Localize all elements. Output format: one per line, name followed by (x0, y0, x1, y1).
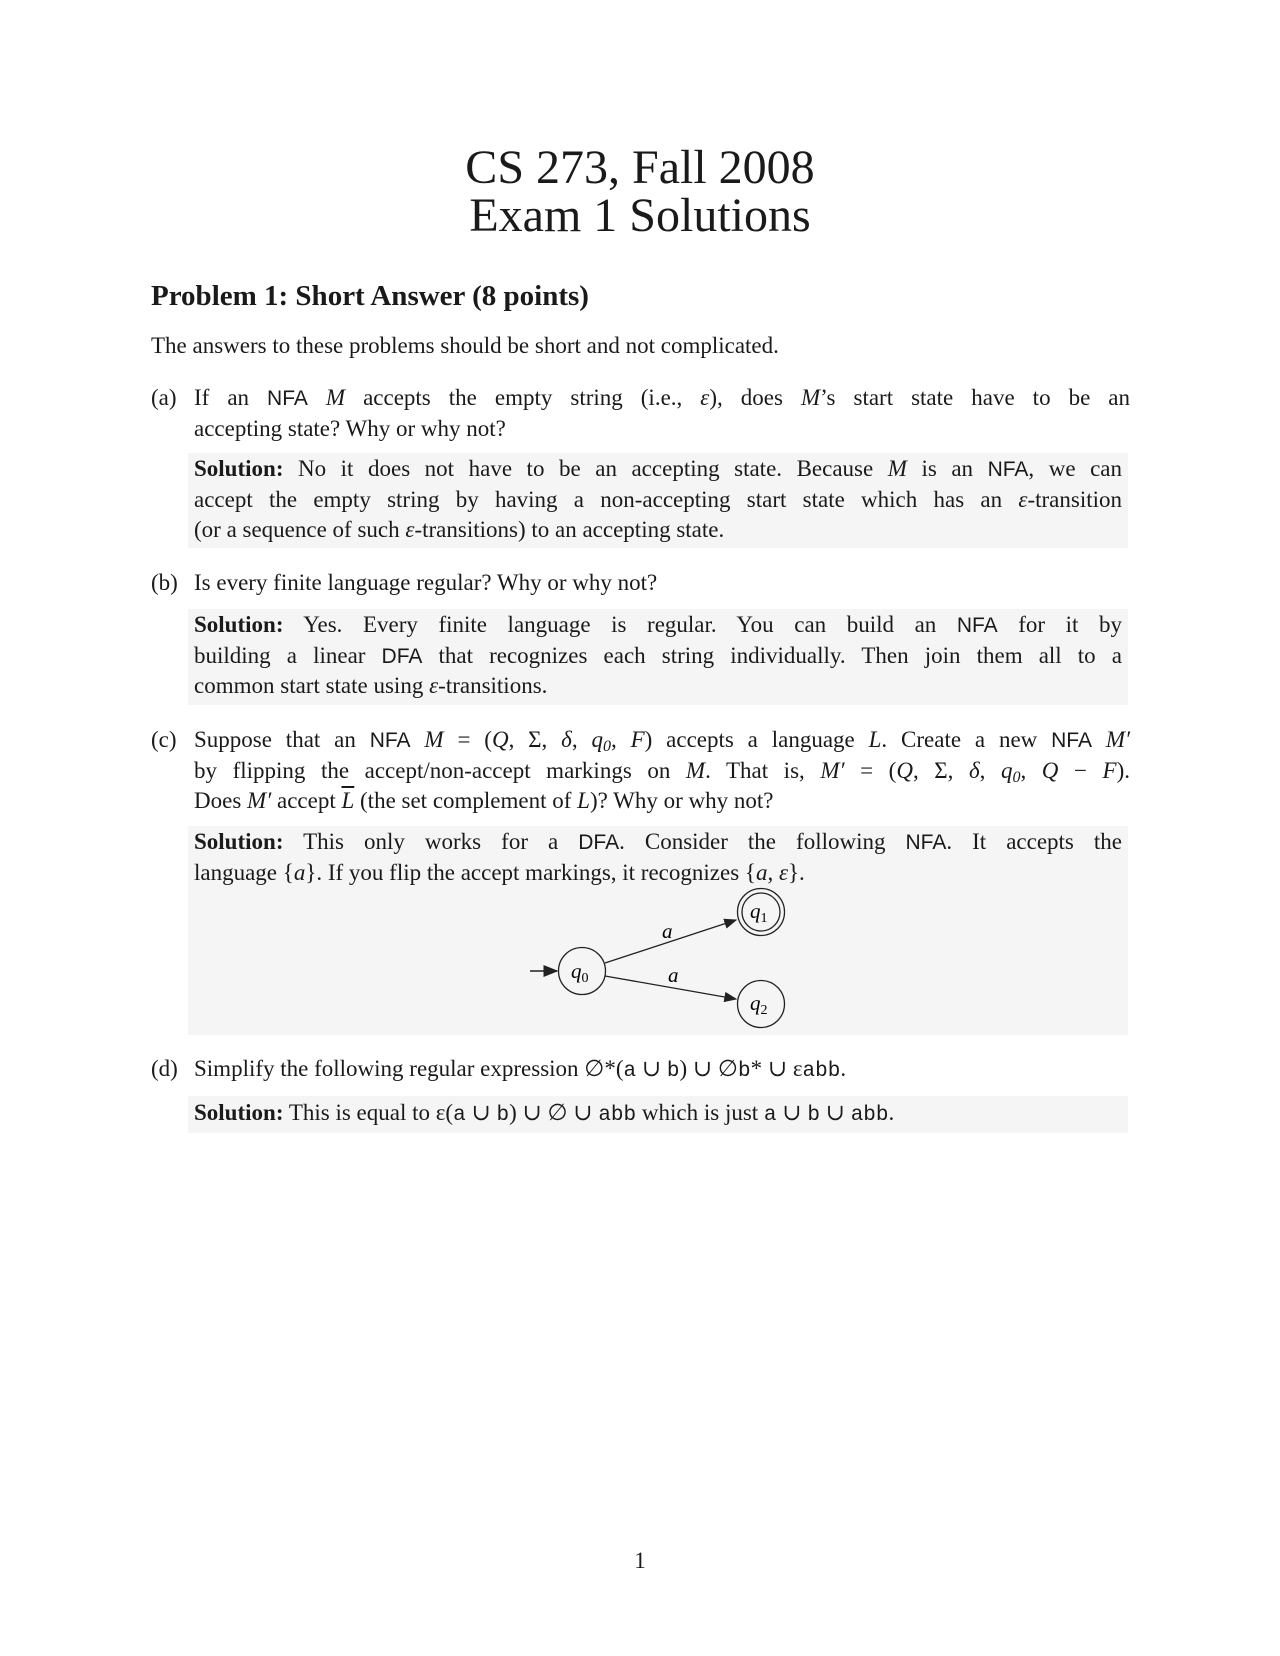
text-segment: }. (788, 859, 805, 885)
text-segment: This only works for a (283, 829, 579, 854)
text-segment: abb (802, 1060, 841, 1083)
text-segment: , (610, 727, 631, 752)
text-segment: Solution: (194, 829, 284, 854)
text-segment: ε (700, 385, 710, 410)
text-segment: a (453, 1104, 466, 1127)
text-segment: = ( (443, 727, 492, 752)
label-a: (a) (151, 385, 177, 410)
title-line-1: CS 273, Fall 2008 (465, 141, 815, 194)
text-segment: accept the empty string by having a non-accepting start state which has an (194, 486, 1019, 512)
text-segment: q (1000, 757, 1013, 783)
text-segment: Solution: (194, 1100, 284, 1125)
text-segment: M′ (247, 788, 272, 813)
text-segment: L (868, 727, 882, 752)
text-segment: Does (194, 788, 248, 813)
text-segment: q (591, 727, 603, 752)
text-segment: ε (1018, 486, 1028, 512)
text-segment: , (1020, 757, 1042, 783)
label-d: (d) (151, 1056, 178, 1081)
text-segment: . Consider the following (619, 829, 906, 854)
text-segment: Q (896, 757, 913, 783)
text-segment: Solution: (194, 612, 284, 637)
text-segment: . That is, (705, 757, 821, 783)
state-q0-label: q0 (571, 959, 589, 986)
text-segment: b (666, 1060, 680, 1083)
text-segment: DFA (578, 831, 620, 854)
text-segment: If an (194, 385, 268, 410)
text-segment: ∪ (776, 1100, 808, 1125)
text-segment: b (496, 1104, 510, 1127)
text-segment: − (1058, 757, 1103, 783)
text-segment: δ (968, 757, 980, 783)
text-segment: * ∪ ε (750, 1056, 803, 1081)
text-segment: M (325, 385, 346, 410)
text-segment: accepting state? Why or why not? (194, 415, 506, 441)
page-number: 1 (634, 1548, 646, 1573)
text-segment: Q (491, 727, 509, 752)
text-segment: b (737, 1060, 751, 1083)
text-segment: , (979, 757, 1001, 783)
text-segment: for it by (997, 612, 1122, 637)
text-segment: -transition (1027, 486, 1122, 512)
text-segment: , (571, 727, 592, 752)
text-segment: NFA (987, 458, 1029, 481)
text-segment: ), does (709, 385, 801, 410)
text-segment: a (623, 1060, 637, 1083)
text-segment: M (887, 456, 907, 481)
text-segment: a (293, 859, 306, 885)
text-segment: NFA (1051, 729, 1092, 752)
text-segment: = ( (844, 757, 897, 783)
text-segment: -transitions) to an accepting state. (414, 517, 725, 542)
text-segment: . It accepts the (946, 829, 1122, 854)
text-segment: NFA (905, 831, 947, 854)
text-segment: ) ∪ ∅ ∪ (509, 1100, 599, 1125)
text-segment: (the set complement of (354, 788, 578, 813)
text-segment: 0 (1012, 768, 1021, 786)
text-segment: NFA (369, 729, 411, 752)
text-segment: ∪ (636, 1056, 667, 1081)
problem-heading: Problem 1: Short Answer (8 points) (151, 280, 589, 312)
text-segment: L (577, 788, 590, 813)
text-segment: . Create a new (881, 727, 1052, 752)
text-segment: Suppose that an (194, 727, 370, 752)
text-segment: a (755, 859, 768, 885)
text-segment: -transitions. (438, 673, 548, 698)
text-segment: ) ∪ ∅ (679, 1056, 738, 1081)
text-segment: ). (1116, 757, 1130, 783)
text-segment: , (767, 859, 779, 885)
title-line-2: Exam 1 Solutions (469, 189, 811, 242)
text-segment: }. If you flip the accept markings, it recognizes { (305, 859, 756, 885)
text-segment: , Σ, (912, 757, 969, 783)
text-segment: ) accepts a language (644, 727, 869, 752)
text-segment: by flipping the accept/non-accept markings on (194, 757, 686, 783)
text-segment: . (840, 1056, 847, 1081)
text-segment: DFA (381, 644, 423, 668)
text-segment: (or a sequence of such (194, 517, 406, 542)
text-segment: This is equal to ε( (283, 1100, 454, 1125)
text-segment: M (424, 727, 444, 752)
text-segment: abb (598, 1104, 637, 1127)
text-segment: $\overline{L}$ (341, 788, 355, 813)
text-segment: δ (561, 727, 572, 752)
text-segment: ∪ (465, 1100, 497, 1125)
text-segment: ε (778, 859, 789, 885)
text-segment: b (807, 1104, 820, 1127)
text-segment: NFA (956, 614, 998, 637)
state-q2-label: q2 (750, 991, 768, 1018)
state-q1-label: q1 (750, 899, 768, 926)
text-segment: . (888, 1100, 895, 1125)
text-segment: The answers to these problems should be short and not complicated. (151, 333, 779, 358)
label-c: (c) (151, 727, 177, 752)
text-segment: )? Why or why not? (589, 788, 774, 813)
text-segment: Q (1041, 757, 1059, 783)
text-segment: abb (850, 1104, 889, 1127)
text-segment: Yes. Every finite language is regular. You can build an (283, 612, 957, 637)
edge-label-upper: a (662, 919, 673, 943)
text-segment: M (685, 757, 706, 783)
text-segment: ε (429, 673, 439, 698)
text-segment: , Σ, (508, 727, 562, 752)
text-segment: building a linear (194, 642, 382, 668)
text-segment: a (763, 1104, 777, 1127)
text-segment: which is just (636, 1100, 764, 1125)
text-segment: M′ (1105, 727, 1131, 752)
text-segment: ε (405, 517, 415, 542)
text-segment: , we can (1028, 456, 1122, 481)
text-segment: is an (906, 456, 988, 481)
text-segment: Is every finite language regular? Why or why not? (194, 570, 658, 595)
text-segment: M′ (820, 757, 845, 783)
text-segment: Solution: (194, 456, 284, 481)
text-segment: common start state using (194, 673, 430, 698)
label-b: (b) (151, 570, 178, 595)
text-segment: that recognizes each string individually. Then join them all to a (422, 642, 1122, 668)
text-segment: F (1102, 757, 1117, 783)
text-segment: ’s start state have to be an (820, 385, 1131, 410)
edge-label-lower: a (668, 963, 679, 987)
text-segment: accepts the empty string (i.e., (345, 385, 701, 410)
text-segment: Simplify the following regular expression ∅*( (194, 1056, 624, 1081)
text-segment: ∪ (819, 1100, 851, 1125)
text-segment: accept (271, 788, 342, 813)
text-segment: No it does not have to be an accepting state. Because (283, 456, 888, 481)
text-segment: NFA (267, 387, 308, 410)
text-segment: M (800, 385, 821, 410)
text-segment: 0 (602, 738, 611, 755)
text-segment: language { (194, 859, 294, 885)
text-segment: F (630, 727, 645, 752)
